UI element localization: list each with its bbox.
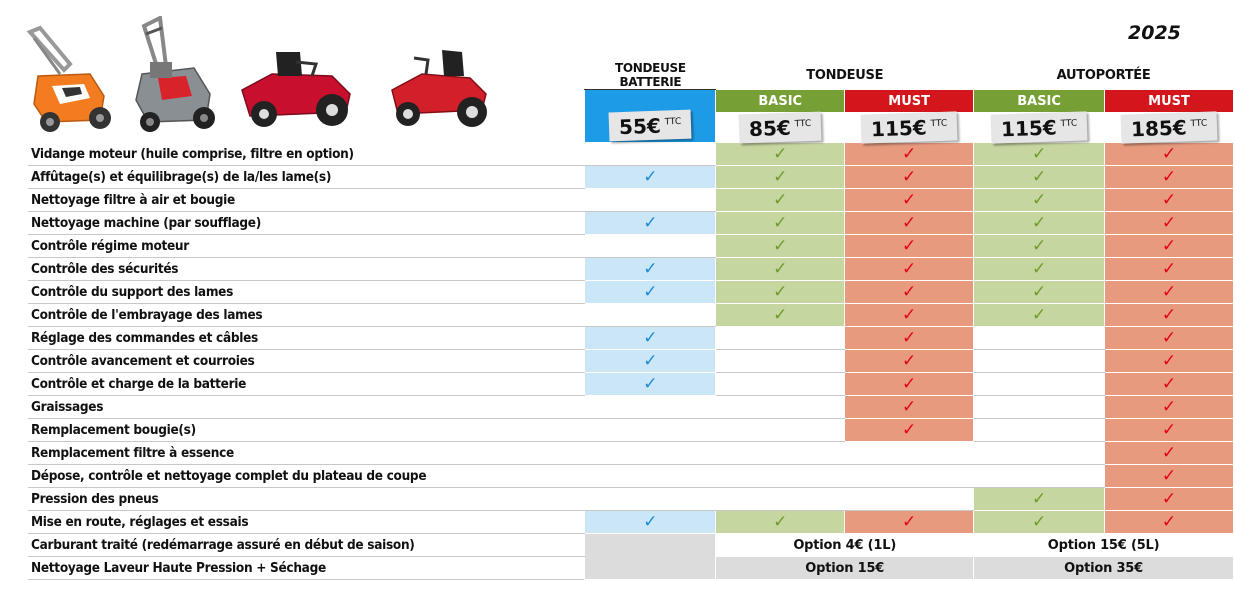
tondeuse-must-cell <box>845 166 974 189</box>
check-icon: ✓ <box>773 511 788 532</box>
tondeuse-basic-cell <box>716 189 845 212</box>
service-label: Contrôle du support des lames <box>28 281 585 304</box>
check-icon: ✓ <box>643 281 658 302</box>
price-badge: 55€ $^{TTC}$ <box>609 110 692 142</box>
battery-cell <box>585 350 716 373</box>
autoportee-basic-price-cell <box>974 113 1105 143</box>
tier-tondeuse-basic: BASIC <box>716 90 845 113</box>
check-icon: ✓ <box>1031 304 1047 325</box>
header-spacer <box>28 90 585 113</box>
service-row <box>28 488 1234 511</box>
check-icon: ✓ <box>1161 166 1177 187</box>
check-icon: ✓ <box>1161 419 1177 440</box>
check-icon: ✓ <box>1161 281 1177 302</box>
service-row <box>28 212 1234 235</box>
check-icon: ✓ <box>1161 442 1177 463</box>
check-icon: ✓ <box>1161 143 1177 164</box>
group-tondeuse: TONDEUSE <box>716 61 974 90</box>
battery-price-cell <box>585 90 716 143</box>
check-icon: ✓ <box>773 304 788 325</box>
service-row <box>28 442 1234 465</box>
battery-cell <box>585 304 716 327</box>
check-icon: ✓ <box>1161 396 1177 417</box>
tondeuse-basic-cell <box>716 350 845 373</box>
tondeuse-option-price: Option 4€ (1L) <box>716 534 974 557</box>
autoportee-basic-cell <box>974 396 1105 419</box>
tondeuse-must-cell <box>845 235 974 258</box>
check-icon: ✓ <box>773 212 788 233</box>
service-row <box>28 258 1234 281</box>
tondeuse-basic-cell <box>716 465 845 488</box>
service-label: Contrôle des sécurités <box>28 258 585 281</box>
service-label: Graissages <box>28 396 585 419</box>
autoportee-must-price-cell <box>1105 113 1234 143</box>
tondeuse-must-cell <box>845 465 974 488</box>
tondeuse-must-cell <box>845 396 974 419</box>
check-icon: ✓ <box>902 350 917 371</box>
autoportee-must-cell <box>1105 304 1234 327</box>
check-icon: ✓ <box>902 143 917 164</box>
service-label: Remplacement filtre à essence <box>28 442 585 465</box>
check-icon: ✓ <box>902 166 917 187</box>
tondeuse-basic-cell <box>716 304 845 327</box>
autoportee-must-cell <box>1105 327 1234 350</box>
battery-cell <box>585 373 716 396</box>
autoportee-basic-cell <box>974 327 1105 350</box>
check-icon: ✓ <box>643 373 658 394</box>
autoportee-must-cell <box>1105 488 1234 511</box>
check-icon: ✓ <box>1161 304 1177 325</box>
battery-cell <box>585 442 716 465</box>
autoportee-must-cell <box>1105 511 1234 534</box>
tondeuse-must-price-cell <box>845 113 974 143</box>
service-row <box>28 396 1234 419</box>
check-icon: ✓ <box>902 235 917 256</box>
tondeuse-basic-cell <box>716 143 845 166</box>
tondeuse-basic-cell <box>716 373 845 396</box>
check-icon: ✓ <box>1161 235 1177 256</box>
battery-cell <box>585 488 716 511</box>
check-icon: ✓ <box>1161 465 1177 486</box>
battery-cell <box>585 281 716 304</box>
service-row <box>28 235 1234 258</box>
tondeuse-basic-cell <box>716 258 845 281</box>
group-tondeuse-batterie: TONDEUSE BATTERIE <box>585 61 716 90</box>
service-label: Contrôle avancement et courroies <box>28 350 585 373</box>
autoportee-basic-cell <box>974 350 1105 373</box>
check-icon: ✓ <box>902 212 917 233</box>
autoportee-basic-cell <box>974 143 1105 166</box>
price-badge: 85€ $^{TTC}$ <box>739 112 822 144</box>
autoportee-must-cell <box>1105 373 1234 396</box>
autoportee-basic-cell <box>974 373 1105 396</box>
service-row <box>28 189 1234 212</box>
tondeuse-basic-cell <box>716 442 845 465</box>
service-row <box>28 373 1234 396</box>
check-icon: ✓ <box>643 166 658 187</box>
tondeuse-must-cell <box>845 189 974 212</box>
check-icon: ✓ <box>643 327 658 348</box>
year-label: 2025 <box>1128 22 1181 44</box>
autoportee-option-price: Option 35€ <box>974 557 1234 580</box>
check-icon: ✓ <box>1161 373 1177 394</box>
autoportee-basic-cell <box>974 235 1105 258</box>
check-icon: ✓ <box>1161 511 1177 532</box>
battery-cell <box>585 212 716 235</box>
service-label: Affûtage(s) et équilibrage(s) de la/les lame(s) <box>28 166 585 189</box>
autoportee-must-cell <box>1105 189 1234 212</box>
tondeuse-must-cell <box>845 373 974 396</box>
check-icon: ✓ <box>1031 166 1047 187</box>
service-row <box>28 166 1234 189</box>
tondeuse-must-cell <box>845 511 974 534</box>
service-row <box>28 419 1234 442</box>
autoportee-basic-cell <box>974 189 1105 212</box>
check-icon: ✓ <box>902 419 917 440</box>
check-icon: ✓ <box>902 304 917 325</box>
tondeuse-must-cell <box>845 281 974 304</box>
check-icon: ✓ <box>1031 258 1047 279</box>
tondeuse-must-cell <box>845 419 974 442</box>
service-label: Contrôle de l'embrayage des lames <box>28 304 585 327</box>
service-label: Contrôle et charge de la batterie <box>28 373 585 396</box>
price-badge: 185€ $^{TTC}$ <box>1120 111 1217 143</box>
option-label: Carburant traité (redémarrage assuré en début de saison) <box>28 534 585 557</box>
service-label: Nettoyage machine (par soufflage) <box>28 212 585 235</box>
price-badge: 115€ $^{TTC}$ <box>990 111 1087 143</box>
check-icon: ✓ <box>1031 511 1047 532</box>
autoportee-must-cell <box>1105 396 1234 419</box>
tondeuse-basic-cell <box>716 488 845 511</box>
battery-cell <box>585 189 716 212</box>
autoportee-option-price: Option 15€ (5L) <box>974 534 1234 557</box>
tondeuse-basic-cell <box>716 327 845 350</box>
check-icon: ✓ <box>1031 143 1047 164</box>
tondeuse-basic-cell <box>716 212 845 235</box>
tondeuse-must-cell <box>845 304 974 327</box>
service-row <box>28 143 1234 166</box>
tondeuse-basic-price-cell <box>716 113 845 143</box>
check-icon: ✓ <box>1031 281 1047 302</box>
check-icon: ✓ <box>1031 212 1047 233</box>
check-icon: ✓ <box>1161 350 1177 371</box>
battery-cell <box>585 166 716 189</box>
tondeuse-must-cell <box>845 327 974 350</box>
check-icon: ✓ <box>902 373 917 394</box>
service-row <box>28 281 1234 304</box>
service-row <box>28 350 1234 373</box>
tondeuse-basic-cell <box>716 419 845 442</box>
check-icon: ✓ <box>773 189 788 210</box>
check-icon: ✓ <box>902 189 917 210</box>
check-icon: ✓ <box>1161 258 1177 279</box>
check-icon: ✓ <box>643 511 658 532</box>
battery-cell <box>585 419 716 442</box>
check-icon: ✓ <box>773 143 788 164</box>
check-icon: ✓ <box>773 281 788 302</box>
autoportee-must-cell <box>1105 235 1234 258</box>
autoportee-basic-cell <box>974 511 1105 534</box>
check-icon: ✓ <box>773 166 788 187</box>
option-row <box>28 534 1234 557</box>
check-icon: ✓ <box>902 511 917 532</box>
check-icon: ✓ <box>643 350 658 371</box>
tondeuse-basic-cell <box>716 281 845 304</box>
header-spacer <box>28 61 585 90</box>
battery-cell <box>585 396 716 419</box>
autoportee-basic-cell <box>974 442 1105 465</box>
tier-autoportee-must: MUST <box>1105 90 1234 113</box>
tondeuse-must-cell <box>845 488 974 511</box>
battery-option-cell <box>585 534 716 580</box>
tondeuse-must-cell <box>845 258 974 281</box>
tondeuse-must-cell <box>845 212 974 235</box>
battery-cell <box>585 327 716 350</box>
tondeuse-basic-cell <box>716 396 845 419</box>
autoportee-must-cell <box>1105 419 1234 442</box>
service-comparison-table <box>28 60 1234 580</box>
battery-cell <box>585 143 716 166</box>
check-icon: ✓ <box>902 281 917 302</box>
autoportee-basic-cell <box>974 166 1105 189</box>
service-row <box>28 327 1234 350</box>
service-row <box>28 511 1234 534</box>
tondeuse-basic-cell <box>716 511 845 534</box>
service-row <box>28 304 1234 327</box>
check-icon: ✓ <box>1161 189 1177 210</box>
service-label: Réglage des commandes et câbles <box>28 327 585 350</box>
autoportee-basic-cell <box>974 212 1105 235</box>
check-icon: ✓ <box>1161 212 1177 233</box>
check-icon: ✓ <box>1161 488 1177 509</box>
header-spacer <box>28 113 585 143</box>
autoportee-must-cell <box>1105 442 1234 465</box>
tier-autoportee-basic: BASIC <box>974 90 1105 113</box>
check-icon: ✓ <box>902 327 917 348</box>
autoportee-basic-cell <box>974 304 1105 327</box>
service-label: Mise en route, réglages et essais <box>28 511 585 534</box>
check-icon: ✓ <box>1031 488 1047 509</box>
tier-tondeuse-must: MUST <box>845 90 974 113</box>
autoportee-must-cell <box>1105 465 1234 488</box>
service-row <box>28 465 1234 488</box>
check-icon: ✓ <box>902 396 917 417</box>
tondeuse-must-cell <box>845 442 974 465</box>
tondeuse-must-cell <box>845 143 974 166</box>
autoportee-basic-cell <box>974 419 1105 442</box>
battery-cell <box>585 235 716 258</box>
autoportee-must-cell <box>1105 258 1234 281</box>
autoportee-basic-cell <box>974 465 1105 488</box>
option-label: Nettoyage Laveur Haute Pression + Séchage <box>28 557 585 580</box>
autoportee-must-cell <box>1105 212 1234 235</box>
autoportee-basic-cell <box>974 258 1105 281</box>
autoportee-basic-cell <box>974 281 1105 304</box>
check-icon: ✓ <box>773 235 788 256</box>
autoportee-basic-cell <box>974 488 1105 511</box>
tondeuse-option-price: Option 15€ <box>716 557 974 580</box>
group-header-row <box>28 61 1234 90</box>
battery-cell <box>585 258 716 281</box>
check-icon: ✓ <box>1161 327 1177 348</box>
check-icon: ✓ <box>902 258 917 279</box>
check-icon: ✓ <box>773 258 788 279</box>
service-label: Dépose, contrôle et nettoyage complet du plateau de coupe <box>28 465 585 488</box>
service-label: Vidange moteur (huile comprise, filtre en option) <box>28 143 585 166</box>
service-label: Contrôle régime moteur <box>28 235 585 258</box>
price-badge: 115€ $^{TTC}$ <box>861 111 958 143</box>
autoportee-must-cell <box>1105 166 1234 189</box>
autoportee-must-cell <box>1105 281 1234 304</box>
battery-cell <box>585 465 716 488</box>
battery-cell <box>585 511 716 534</box>
tondeuse-basic-cell <box>716 166 845 189</box>
tondeuse-must-cell <box>845 350 974 373</box>
autoportee-must-cell <box>1105 143 1234 166</box>
check-icon: ✓ <box>643 258 658 279</box>
tier-header-row <box>28 90 1234 113</box>
check-icon: ✓ <box>643 212 658 233</box>
check-icon: ✓ <box>1031 235 1047 256</box>
group-autoportee: AUTOPORTÉE <box>974 61 1234 90</box>
service-label: Remplacement bougie(s) <box>28 419 585 442</box>
check-icon: ✓ <box>1031 189 1047 210</box>
service-label: Nettoyage filtre à air et bougie <box>28 189 585 212</box>
tondeuse-basic-cell <box>716 235 845 258</box>
autoportee-must-cell <box>1105 350 1234 373</box>
service-label: Pression des pneus <box>28 488 585 511</box>
